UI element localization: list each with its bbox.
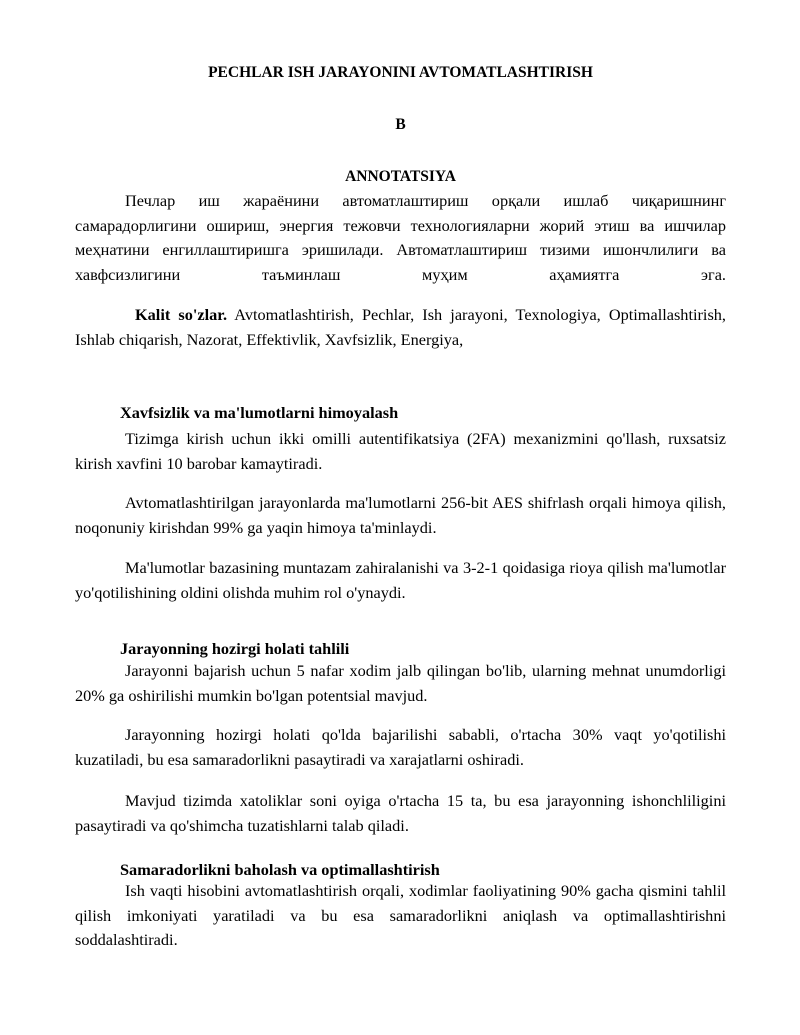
section-paragraph: Ma'lumotlar bazasining muntazam zahiralanishi va 3-2-1 qoidasiga rioya qilish ma'lumotlar yo'qotilishining oldini olishda muhim rol o'ynaydi. bbox=[75, 558, 726, 602]
annotation-paragraph: Печлар иш жараёнини автоматлаштириш орқали ишлаб чиқаришнинг самарадорлигини ошириш, энергия тежовчи технологияларни жорий этиш ва ишчилар меҳнатини енгиллаштиришга эришилади. Автоматлаштириш тизими ишончлилиги ва хавфсизлигини таъминлаш муҳим аҳамиятга эга. bbox=[75, 191, 726, 284]
section-heading-efficiency: Samaradorlikni baholash va optimallashtirish bbox=[120, 860, 440, 879]
document-subtitle: B bbox=[395, 116, 406, 133]
section-heading-security: Xavfsizlik va ma'lumotlarni himoyalash bbox=[120, 403, 399, 422]
section-paragraph: Mavjud tizimda xatoliklar soni oyiga o'rtacha 15 ta, bu esa jarayonning ishonchliligini pasaytiradi va qo'shimcha tuzatishlarni talab qiladi. bbox=[75, 791, 726, 835]
document-title: PECHLAR ISH JARAYONINI AVTOMATLASHTIRISH bbox=[208, 64, 593, 81]
section-paragraph: Tizimga kirish uchun ikki omilli autentifikatsiya (2FA) mexanizmini qo'llash, ruxsatsiz kirish xavfini 10 barobar kamaytiradi. bbox=[75, 429, 726, 473]
keywords-paragraph bbox=[75, 303, 726, 352]
section-heading-current-state: Jarayonning hozirgi holati tahlili bbox=[120, 639, 350, 658]
annotation-heading: ANNOTATSIYA bbox=[345, 168, 456, 185]
section-paragraph: Jarayonni bajarish uchun 5 nafar xodim jalb qilingan bo'lib, ularning mehnat unumdorligi 20% ga oshirilishi mumkin bo'lgan potentsial mavjud. bbox=[75, 661, 726, 705]
section-paragraph: Jarayonning hozirgi holati qo'lda bajarilishi sababli, o'rtacha 30% vaqt yo'qotilishi kuzatiladi, bu esa samaradorlikni pasaytiradi va xarajatlarni oshiradi. bbox=[75, 725, 726, 769]
keywords-text: Avtomatlashtirish, Pechlar, Ish jarayoni, Texnologiya, Optimallashtirish, Ishlab chiqarish, Nazorat, Effektivlik, Xavfsizlik, Energiya, bbox=[75, 305, 726, 349]
section-paragraph: Ish vaqti hisobini avtomatlashtirish orqali, xodimlar faoliyatining 90% gacha qismini tahlil qilish imkoniyati yaratiladi va bu esa samaradorlikni aniqlash va optimallashtirishni soddalashtiradi. bbox=[75, 881, 726, 949]
section-paragraph: Avtomatlashtirilgan jarayonlarda ma'lumotlarni 256-bit AES shifrlash orqali himoya qilish, noqonuniy kirishdan 99% ga yaqin himoya ta'minlaydi. bbox=[75, 493, 726, 537]
keywords-label: Kalit so'zlar. bbox=[135, 305, 228, 324]
